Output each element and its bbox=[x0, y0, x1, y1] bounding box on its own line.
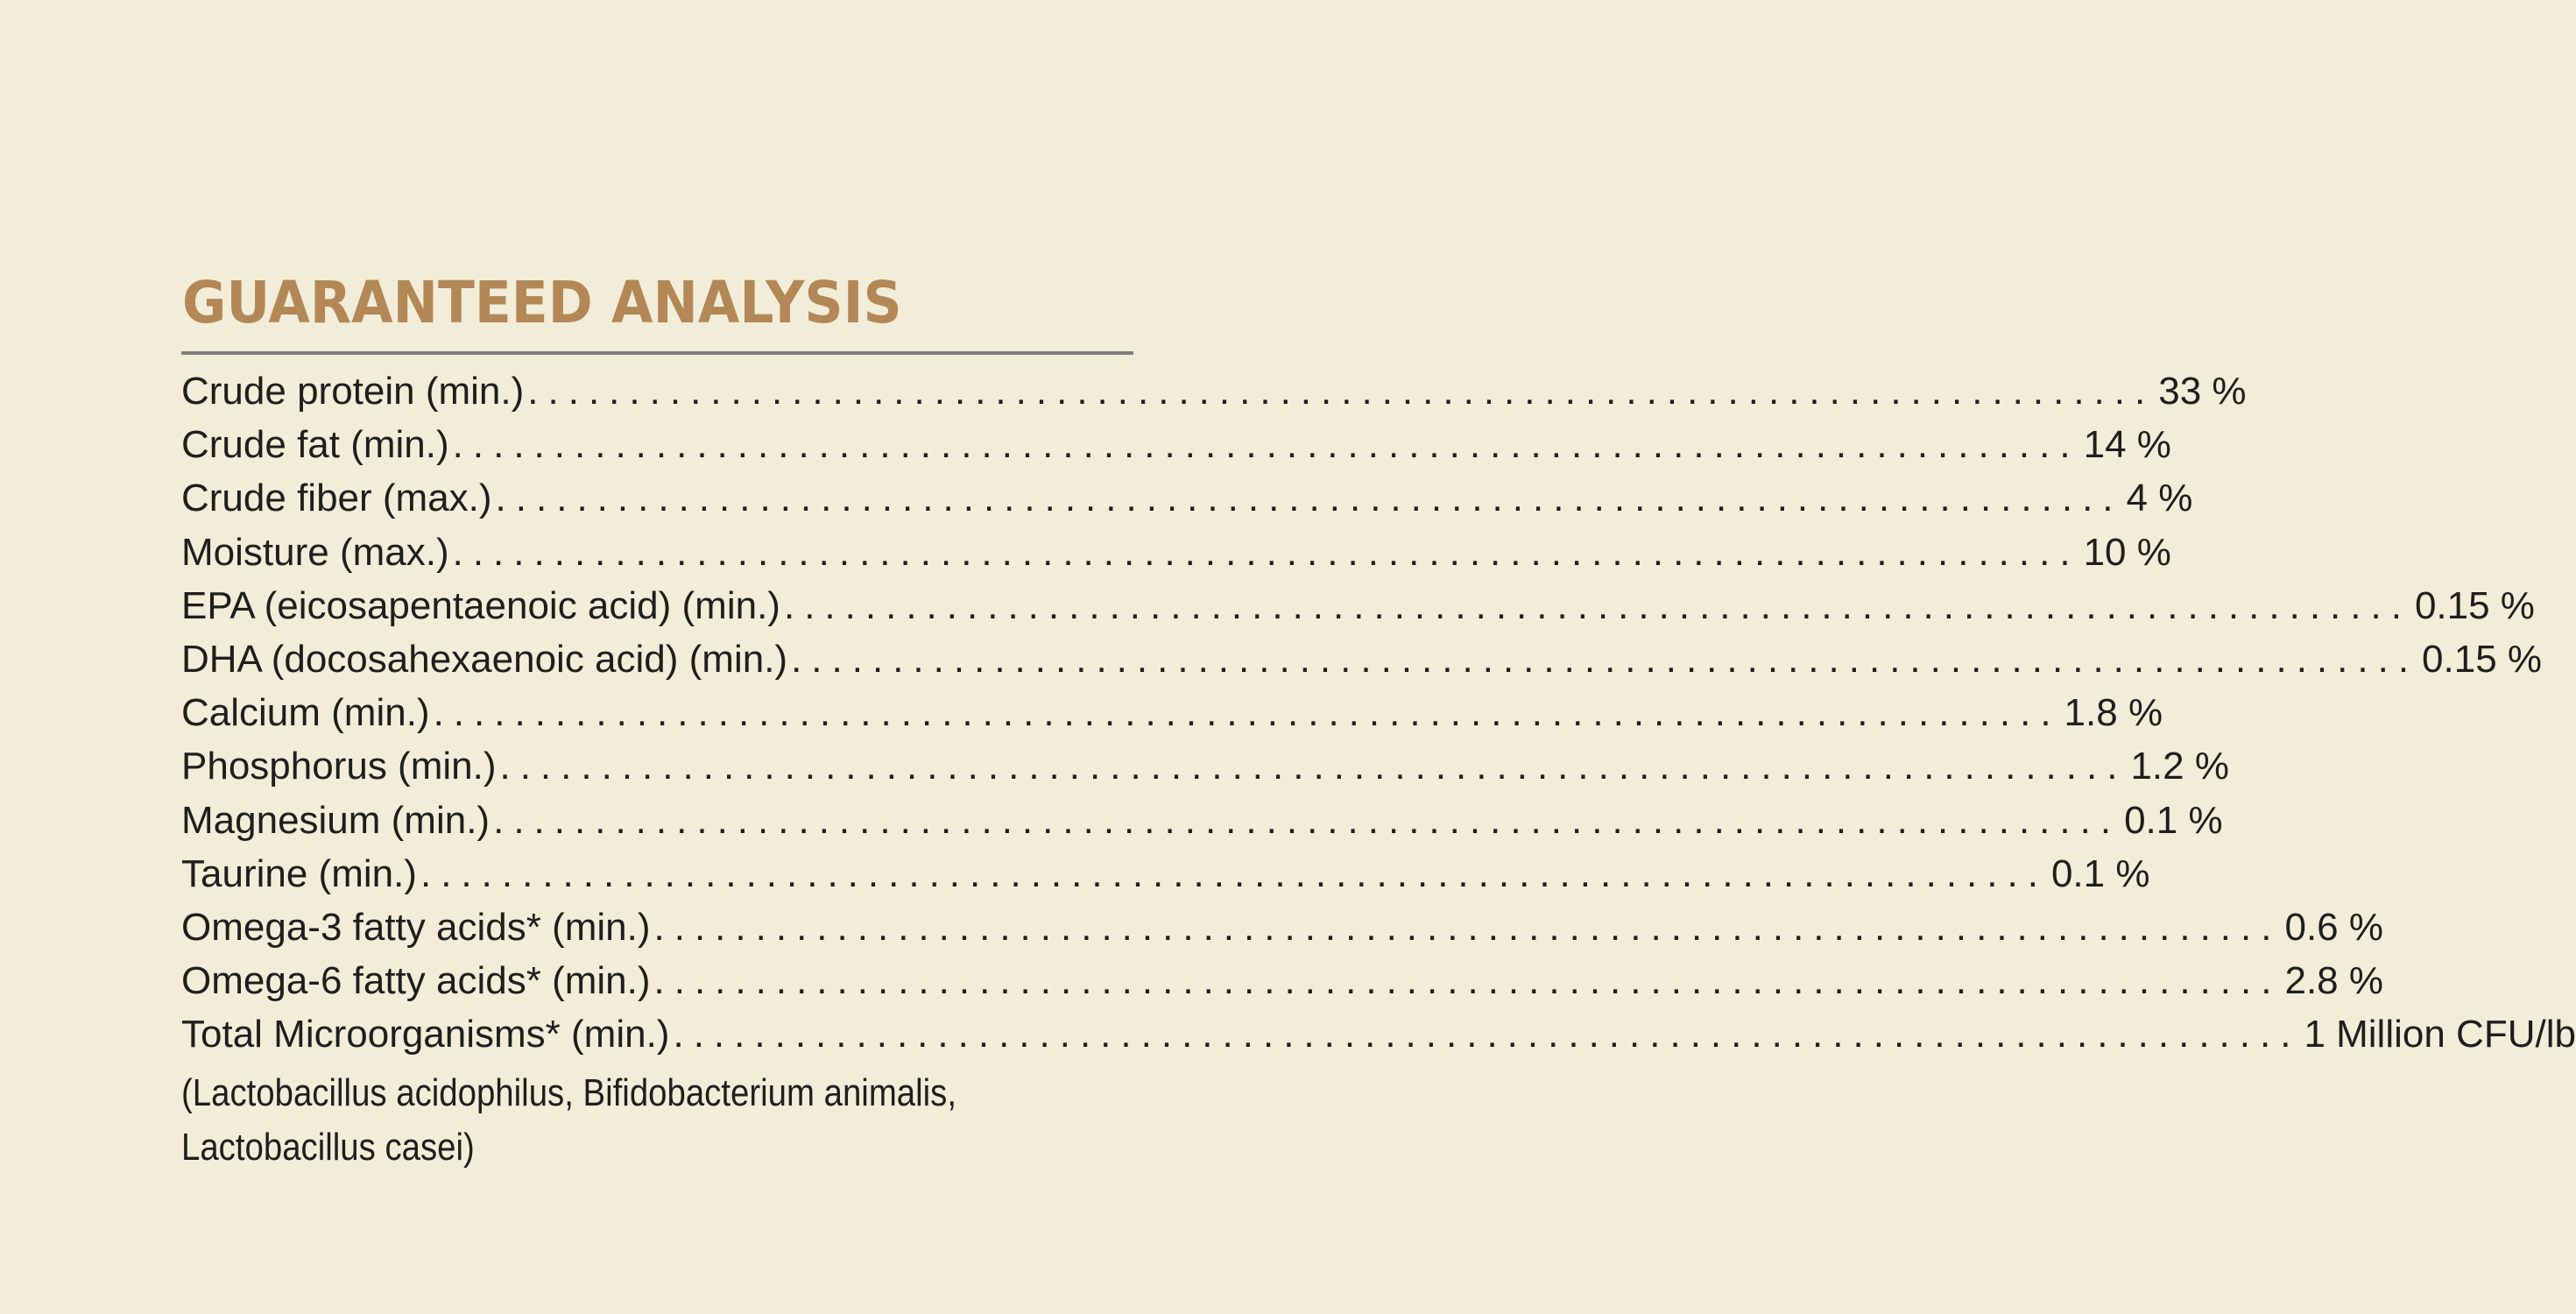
analysis-row bbox=[181, 691, 2163, 745]
row-value: 2.8 % bbox=[2284, 959, 2383, 1003]
analysis-row bbox=[181, 905, 2383, 959]
row-label: Omega-3 fatty acids* (min.) bbox=[181, 905, 651, 949]
row-value: 0.6 % bbox=[2284, 905, 2383, 949]
row-value: 0.15 % bbox=[2422, 637, 2543, 681]
row-label: Crude protein (min.) bbox=[181, 370, 525, 413]
analysis-row bbox=[181, 798, 2223, 852]
row-value: 1.2 % bbox=[2130, 745, 2229, 788]
dot-leader: ................................................................................ bbox=[653, 959, 2282, 1003]
microorganism-note-line: (Lactobacillus acidophilus, Bifidobacterium animalis, bbox=[181, 1071, 957, 1115]
analysis-row bbox=[181, 637, 2543, 691]
row-label: Taurine (min.) bbox=[181, 851, 417, 895]
dot-leader: ................................................................................ bbox=[499, 745, 2128, 788]
dot-leader: ................................................................................ bbox=[433, 691, 2061, 735]
row-label: DHA (docosahexaenoic acid) (min.) bbox=[181, 637, 788, 681]
row-value: 0.1 % bbox=[2050, 851, 2150, 895]
row-label: Magnesium (min.) bbox=[181, 798, 490, 842]
row-label: EPA (eicosapentaenoic acid) (min.) bbox=[181, 583, 780, 627]
row-label: Crude fat (min.) bbox=[181, 423, 449, 467]
row-value: 33 % bbox=[2158, 370, 2247, 413]
row-label: Moisture (max.) bbox=[181, 530, 449, 574]
dot-leader: ................................................................................ bbox=[452, 530, 2080, 574]
row-value: 14 % bbox=[2083, 423, 2171, 467]
dot-leader: ................................................................................ bbox=[493, 798, 2121, 842]
dot-leader: ................................................................................ bbox=[420, 851, 2048, 895]
row-value: 1 Million CFU/lb bbox=[2304, 1013, 2576, 1056]
dot-leader: ................................................................................ bbox=[653, 905, 2282, 949]
analysis-row bbox=[181, 583, 2535, 638]
row-value: 0.15 % bbox=[2414, 583, 2535, 627]
microorganism-note-line: Lactobacillus casei) bbox=[181, 1125, 475, 1169]
analysis-row bbox=[181, 477, 2193, 530]
analysis-row bbox=[181, 370, 2247, 423]
row-value: 0.1 % bbox=[2124, 798, 2223, 842]
row-label: Total Microorganisms* (min.) bbox=[181, 1013, 670, 1056]
analysis-list bbox=[181, 370, 2576, 1174]
dot-leader: ................................................................................ bbox=[495, 477, 2123, 520]
row-label: Phosphorus (min.) bbox=[181, 745, 497, 788]
dot-leader: ................................................................................ bbox=[673, 1013, 2301, 1056]
analysis-row bbox=[181, 745, 2229, 798]
panel-title: GUARANTEED ANALYSIS bbox=[182, 269, 902, 336]
row-value: 1.8 % bbox=[2064, 691, 2163, 735]
analysis-row bbox=[181, 851, 2150, 906]
dot-leader: ................................................................................ bbox=[452, 423, 2080, 467]
row-label: Omega-6 fatty acids* (min.) bbox=[181, 959, 651, 1003]
dot-leader: ................................................................................ bbox=[791, 637, 2419, 681]
row-label: Crude fiber (max.) bbox=[181, 477, 492, 520]
dot-leader: ................................................................................ bbox=[783, 583, 2411, 627]
analysis-row bbox=[181, 530, 2171, 584]
dot-leader: ................................................................................ bbox=[527, 370, 2156, 413]
row-label: Calcium (min.) bbox=[181, 691, 430, 735]
analysis-row bbox=[181, 423, 2171, 477]
analysis-row bbox=[181, 959, 2383, 1013]
row-value: 10 % bbox=[2083, 530, 2171, 574]
row-value: 4 % bbox=[2126, 477, 2193, 520]
title-divider bbox=[181, 351, 1133, 355]
analysis-row bbox=[181, 1013, 2576, 1066]
